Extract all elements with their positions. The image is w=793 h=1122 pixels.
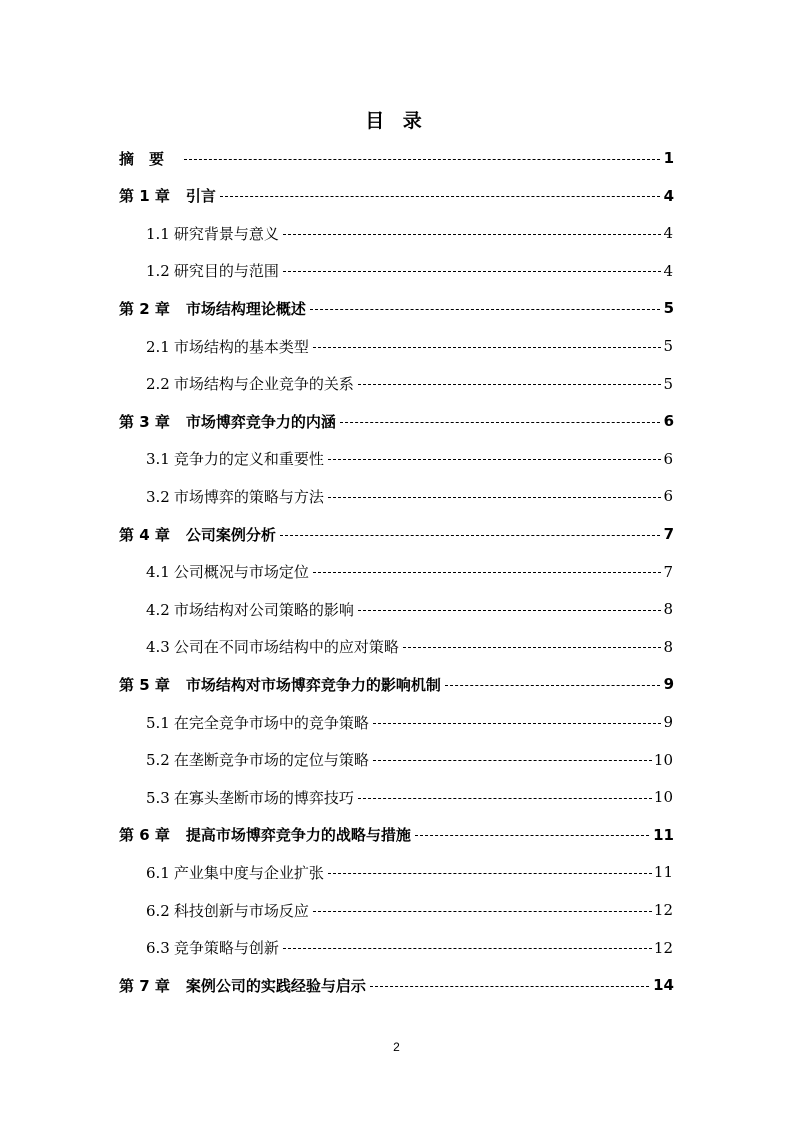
toc-dot-leader	[328, 459, 662, 460]
toc-chapter-entry[interactable]	[119, 823, 674, 847]
toc-page-number: 14	[653, 976, 674, 995]
toc-entry-label	[119, 411, 336, 432]
toc-entry-text: 案例公司的实践经验与启示	[185, 976, 366, 995]
page-number: 2	[393, 1040, 400, 1054]
toc-entry-label	[119, 524, 276, 545]
toc-entry-label	[146, 260, 279, 281]
toc-entry-number: 1.2	[146, 262, 170, 281]
toc-page-number: 7	[663, 525, 674, 543]
toc-dot-leader	[283, 234, 662, 235]
toc-entry-label	[146, 712, 369, 733]
toc-dot-leader	[220, 196, 660, 197]
toc-entry-number: 6.2	[146, 901, 170, 920]
toc-entry-number: 第 7 章	[119, 976, 170, 995]
toc-entry-number: 6.1	[146, 863, 170, 882]
toc-entry-label	[146, 900, 309, 921]
toc-dot-leader	[373, 723, 662, 724]
toc-chapter-entry[interactable]	[119, 409, 674, 433]
toc-entry-label	[146, 937, 279, 958]
toc-page-number: 6	[663, 449, 673, 468]
toc-dot-leader	[373, 760, 652, 761]
toc-page-number: 10	[653, 750, 673, 769]
toc-entry-number: 5.2	[146, 751, 170, 770]
toc-entry-label	[146, 599, 354, 620]
toc-page-number: 9	[663, 675, 674, 694]
toc-entry-number: 第 5 章	[119, 675, 170, 694]
toc-entry-number: 4.3	[146, 638, 170, 657]
toc-page-number: 4	[663, 186, 674, 205]
toc-entry-number: 1.1	[146, 224, 170, 243]
toc-chapter-entry[interactable]	[119, 184, 674, 208]
toc-entry-number: 4.1	[146, 563, 170, 582]
toc-section-entry[interactable]	[146, 785, 673, 809]
toc-title: 目 录	[365, 110, 428, 132]
toc-entry-text: 市场结构理论概述	[185, 299, 306, 318]
toc-dot-leader	[370, 986, 649, 987]
toc-page-number: 12	[653, 938, 673, 957]
toc-page-number: 6	[663, 412, 674, 431]
toc-section-entry[interactable]	[146, 259, 673, 283]
toc-page-number: 6	[663, 487, 673, 506]
toc-entry-text: 市场结构与企业竞争的关系	[173, 375, 354, 394]
toc-page-number: 11	[653, 825, 674, 844]
toc-page-number: 7	[663, 562, 673, 581]
toc-entry-number: 第 6 章	[119, 826, 170, 845]
toc-entry-label	[119, 298, 306, 319]
toc-page-number: 4	[663, 224, 673, 243]
toc-page-number: 1	[663, 149, 674, 167]
toc-chapter-entry[interactable]	[119, 522, 674, 546]
toc-section-entry[interactable]	[146, 635, 673, 659]
toc-entry-label	[146, 749, 369, 770]
toc-entry-label	[146, 486, 324, 507]
toc-dot-leader	[328, 497, 662, 498]
toc-section-entry[interactable]	[146, 936, 673, 960]
toc-section-entry[interactable]	[146, 372, 673, 396]
toc-section-entry[interactable]	[146, 221, 673, 245]
toc-entry-text: 在完全竞争市场中的竞争策略	[173, 713, 369, 732]
toc-section-entry[interactable]	[146, 560, 673, 584]
toc-entry-number: 5.1	[146, 713, 170, 732]
toc-dot-leader	[403, 647, 662, 648]
toc-entry-text: 市场结构对市场博弈竞争力的影响机制	[185, 675, 441, 694]
toc-entry-text: 提高市场博弈竞争力的战略与措施	[185, 826, 411, 845]
toc-dot-leader	[415, 835, 649, 836]
toc-entry-label	[146, 862, 324, 883]
toc-section-entry[interactable]	[146, 860, 673, 884]
toc-section-entry[interactable]	[146, 748, 673, 772]
toc-entry-text: 市场博弈竞争力的内涵	[185, 412, 336, 431]
toc-entry-label	[119, 185, 216, 206]
toc-entry-number: 3.2	[146, 487, 170, 506]
toc-entry-text: 市场博弈的策略与方法	[173, 487, 324, 506]
toc-entry-number: 第 2 章	[119, 299, 170, 318]
toc-dot-leader	[280, 535, 660, 536]
toc-dot-leader	[445, 685, 660, 686]
toc-entry-text: 在寡头垄断市场的博弈技巧	[173, 788, 354, 807]
toc-entry-label	[119, 148, 180, 169]
toc-dot-leader	[358, 610, 662, 611]
toc-entry-number: 6.3	[146, 939, 170, 958]
toc-dot-leader	[184, 159, 660, 160]
toc-entry-text: 公司在不同市场结构中的应对策略	[173, 638, 399, 657]
toc-dot-leader	[283, 271, 662, 272]
toc-entry-label	[146, 787, 354, 808]
toc-page-number: 10	[653, 788, 673, 807]
toc-page-number: 8	[663, 600, 673, 619]
toc-entry-number: 摘 要	[119, 149, 165, 168]
toc-dot-leader	[358, 798, 652, 799]
toc-entry-label	[146, 223, 279, 244]
toc-dot-leader	[313, 347, 662, 348]
toc-dot-leader	[310, 309, 660, 310]
toc-entry-text: 市场结构对公司策略的影响	[173, 600, 354, 619]
toc-entry-number: 第 1 章	[119, 187, 170, 206]
toc-entry-text: 引言	[185, 187, 216, 206]
toc-section-entry[interactable]	[146, 710, 673, 734]
toc-dot-leader	[283, 948, 652, 949]
toc-chapter-entry[interactable]	[119, 973, 674, 997]
toc-chapter-entry[interactable]	[119, 296, 674, 320]
toc-page-number: 4	[663, 261, 673, 280]
toc-entry-label	[146, 561, 309, 582]
toc-entry-text: 竞争力的定义和重要性	[173, 450, 324, 469]
toc-section-entry[interactable]	[146, 597, 673, 621]
toc-dot-leader	[340, 422, 660, 423]
toc-entry-label	[119, 975, 366, 996]
toc-page-number: 9	[663, 713, 673, 731]
toc-page-number: 5	[663, 299, 674, 318]
toc-entry-label	[146, 448, 324, 469]
toc-section-entry[interactable]	[146, 898, 673, 922]
toc-section-entry[interactable]	[146, 334, 673, 358]
toc-entry-label	[119, 674, 441, 695]
toc-dot-leader	[358, 384, 662, 385]
toc-page-number: 5	[663, 337, 673, 355]
toc-entry-label	[146, 373, 354, 394]
toc-entry-text: 科技创新与市场反应	[173, 901, 309, 920]
toc-entry-text: 竞争策略与创新	[173, 939, 279, 958]
toc-entry-text: 在垄断竞争市场的定位与策略	[173, 751, 369, 770]
toc-dot-leader	[313, 911, 652, 912]
toc-entry-number: 3.1	[146, 450, 170, 469]
toc-entry-number: 2.1	[146, 337, 170, 356]
toc-entry-text: 市场结构的基本类型	[173, 337, 309, 356]
toc-dot-leader	[328, 873, 652, 874]
toc-entry-text: 公司案例分析	[185, 525, 276, 544]
toc-entry-label	[146, 636, 399, 657]
toc-entry-number: 2.2	[146, 375, 170, 394]
toc-entry-text: 公司概况与市场定位	[173, 563, 309, 582]
toc-entry-number: 5.3	[146, 788, 170, 807]
toc-entry-text: 研究目的与范围	[173, 262, 279, 281]
toc-entry-number: 第 4 章	[119, 525, 170, 544]
toc-entry-text: 研究背景与意义	[173, 224, 279, 243]
toc-page-number: 8	[663, 637, 673, 656]
toc-section-entry[interactable]	[146, 484, 673, 508]
toc-dot-leader	[313, 572, 662, 573]
toc-page-number: 5	[663, 374, 673, 393]
toc-chapter-entry[interactable]	[119, 672, 674, 696]
toc-page-number: 12	[653, 901, 673, 919]
toc-entry-number: 4.2	[146, 600, 170, 619]
toc-entry-text: 产业集中度与企业扩张	[173, 863, 324, 882]
toc-entry-label	[119, 824, 411, 845]
toc-entry-label	[146, 336, 309, 357]
toc-page-number: 11	[653, 863, 673, 882]
toc-entry-number: 第 3 章	[119, 412, 170, 431]
toc-section-entry[interactable]	[146, 447, 673, 471]
toc-chapter-entry[interactable]	[119, 146, 674, 170]
